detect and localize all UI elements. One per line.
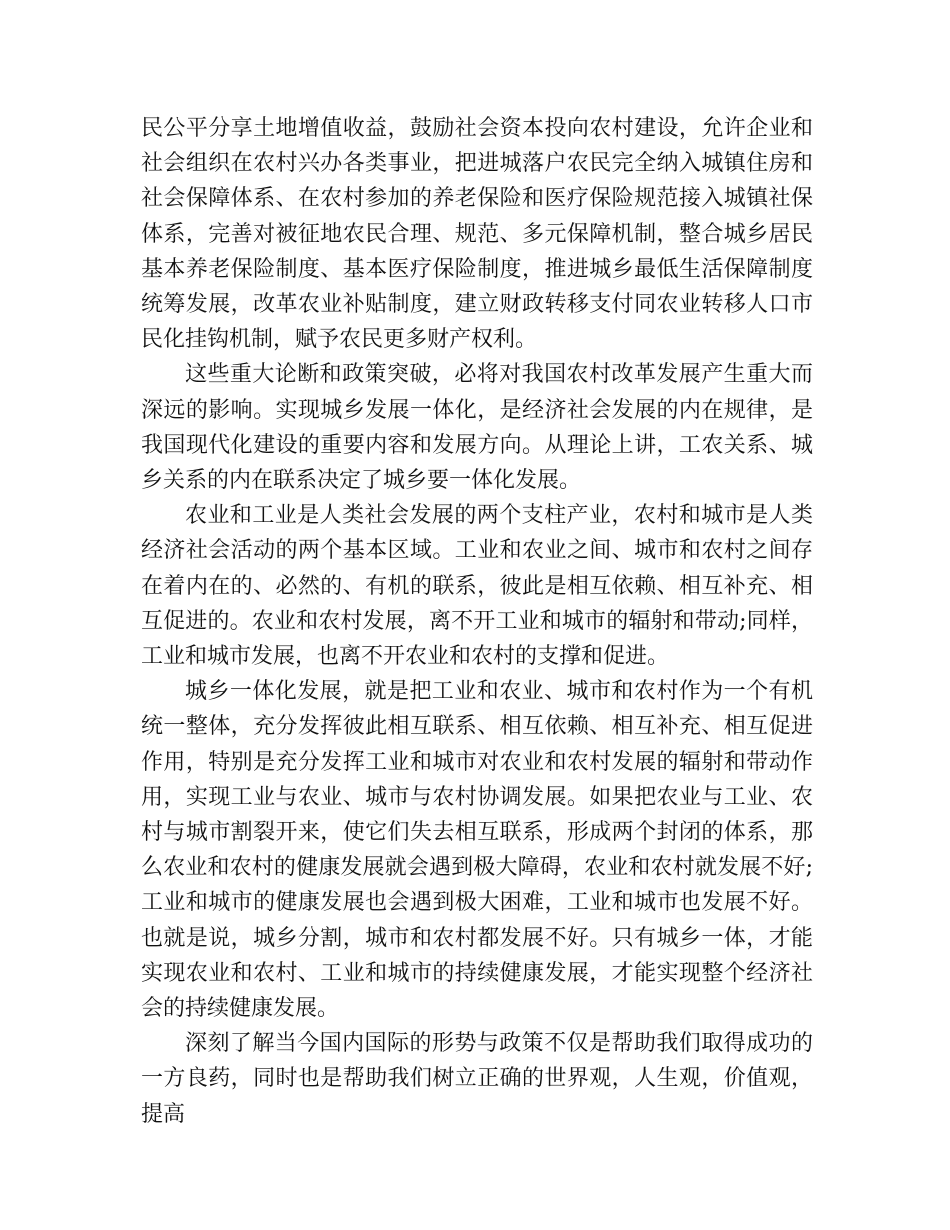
- paragraph-1: 民公平分享土地增值收益，鼓励社会资本投向农村建设，允许企业和社会组织在农村兴办各类事业，把进城落户农民完全纳入城镇住房和社会保障体系、在农村参加的养老保险和医疗保险规范接入城镇社保体系，完善对被征地农民合理、规范、多元保障机制，整合城乡居民基本养老保险制度、基本医疗保险制度，推进城乡最低生活保障制度统筹发展，改革农业补贴制度，建立财政转移支付同农业转移人口市民化挂钩机制，赋予农民更多财产权利。: [141, 116, 813, 353]
- paragraph-3: 农业和工业是人类社会发展的两个支柱产业，农村和城市是人类经济社会活动的两个基本区域。工业和农业之间、城市和农村之间存在着内在的、必然的、有机的联系，彼此是相互依赖、相互补充、相互促进的。农业和农村发展，离不开工业和城市的辐射和带动;同样，工业和城市发展，也离不开农业和农村的支撑和促进。: [141, 503, 813, 670]
- paragraph-2: 这些重大论断和政策突破，必将对我国农村改革发展产生重大而深远的影响。实现城乡发展一体化，是经济社会发展的内在规律，是我国现代化建设的重要内容和发展方向。从理论上讲，工农关系、城乡关系的内在联系决定了城乡要一体化发展。: [141, 362, 813, 494]
- paragraph-5: 深刻了解当今国内国际的形势与政策不仅是帮助我们取得成功的一方良药，同时也是帮助我们树立正确的世界观，人生观，价值观，提高: [141, 1031, 813, 1127]
- document-body: [141, 111, 813, 1132]
- paragraph-4: 城乡一体化发展，就是把工业和农业、城市和农村作为一个有机统一整体，充分发挥彼此相互联系、相互依赖、相互补充、相互促进作用，特别是充分发挥工业和城市对农业和农村发展的辐射和带动作用，实现工业与农业、城市与农村协调发展。如果把农业与工业、农村与城市割裂开来，使它们失去相互联系，形成两个封闭的体系，那么农业和农村的健康发展就会遇到极大障碍，农业和农村就发展不好;工业和城市的健康发展也会遇到极大困难，工业和城市也发展不好。也就是说，城乡分割，城市和农村都发展不好。只有城乡一体，才能实现农业和农村、工业和城市的持续健康发展，才能实现整个经济社会的持续健康发展。: [141, 679, 813, 1022]
